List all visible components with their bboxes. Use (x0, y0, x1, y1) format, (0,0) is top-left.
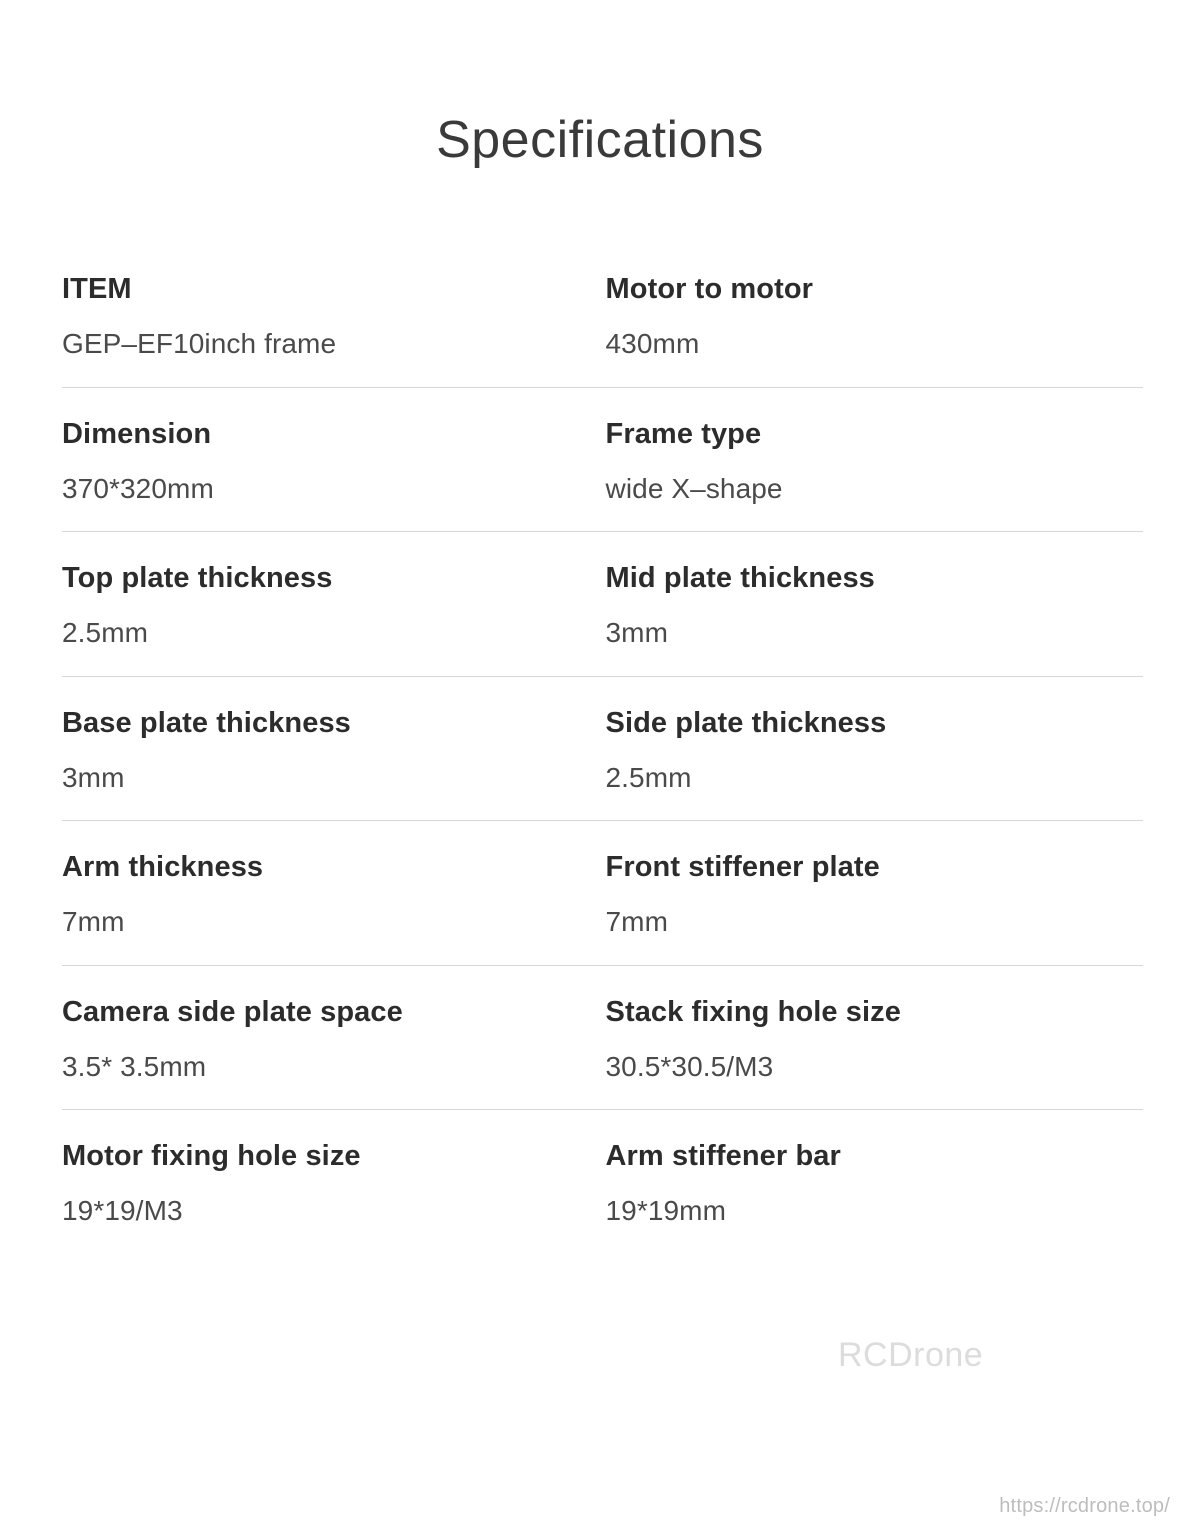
table-row (62, 677, 1143, 822)
table-row (62, 1110, 1143, 1254)
spec-cell-left (62, 532, 603, 652)
spec-cell-left (62, 388, 603, 508)
spec-cell-right (603, 966, 1144, 1086)
spec-label: Motor to motor (605, 273, 814, 306)
spec-value: 3mm (62, 761, 125, 793)
spec-value: 2.5mm (62, 617, 149, 649)
table-row (62, 532, 1143, 677)
spec-cell-right (603, 1110, 1144, 1230)
spec-cell-left (62, 1110, 603, 1230)
spec-label: Front stiffener plate (605, 851, 880, 884)
spec-value: 430mm (605, 328, 700, 360)
brand-watermark: RCDrone (838, 1336, 984, 1374)
specifications-table (0, 243, 1200, 1254)
spec-label: Stack fixing hole size (605, 995, 902, 1028)
spec-label: Frame type (605, 417, 762, 450)
spec-value: 2.5mm (605, 761, 692, 793)
spec-cell-left (62, 821, 603, 941)
table-row (62, 966, 1143, 1111)
spec-cell-left (62, 243, 603, 363)
table-row (62, 388, 1143, 533)
spec-label: Arm stiffener bar (605, 1140, 841, 1173)
spec-value: wide X–shape (605, 472, 783, 504)
spec-value: 19*19/M3 (62, 1195, 183, 1227)
spec-value: 30.5*30.5/M3 (605, 1050, 774, 1082)
spec-cell-left (62, 677, 603, 797)
spec-cell-right (603, 677, 1144, 797)
table-row (62, 243, 1143, 388)
spec-value: 3.5* 3.5mm (62, 1050, 207, 1082)
spec-cell-right (603, 243, 1144, 363)
spec-label: Mid plate thickness (605, 562, 875, 595)
spec-value: 370*320mm (62, 472, 214, 504)
spec-cell-right (603, 388, 1144, 508)
table-row (62, 821, 1143, 966)
spec-label: Camera side plate space (62, 995, 403, 1028)
spec-cell-right (603, 532, 1144, 652)
spec-label: Base plate thickness (62, 706, 351, 739)
page-title: Specifications (436, 111, 764, 169)
spec-label: Top plate thickness (62, 562, 333, 595)
site-url-label: https://rcdrone.top/ (999, 1495, 1170, 1517)
spec-value: GEP–EF10inch frame (62, 328, 337, 360)
spec-value: 19*19mm (605, 1195, 727, 1227)
spec-label: Side plate thickness (605, 706, 887, 739)
spec-value: 7mm (62, 906, 125, 938)
spec-label: Motor fixing hole size (62, 1140, 361, 1173)
spec-value: 3mm (605, 617, 669, 649)
spec-cell-left (62, 966, 603, 1086)
spec-cell-right (603, 821, 1144, 941)
spec-label: ITEM (62, 273, 132, 306)
spec-label: Arm thickness (62, 851, 264, 884)
spec-label: Dimension (62, 417, 212, 450)
spec-value: 7mm (605, 906, 669, 938)
